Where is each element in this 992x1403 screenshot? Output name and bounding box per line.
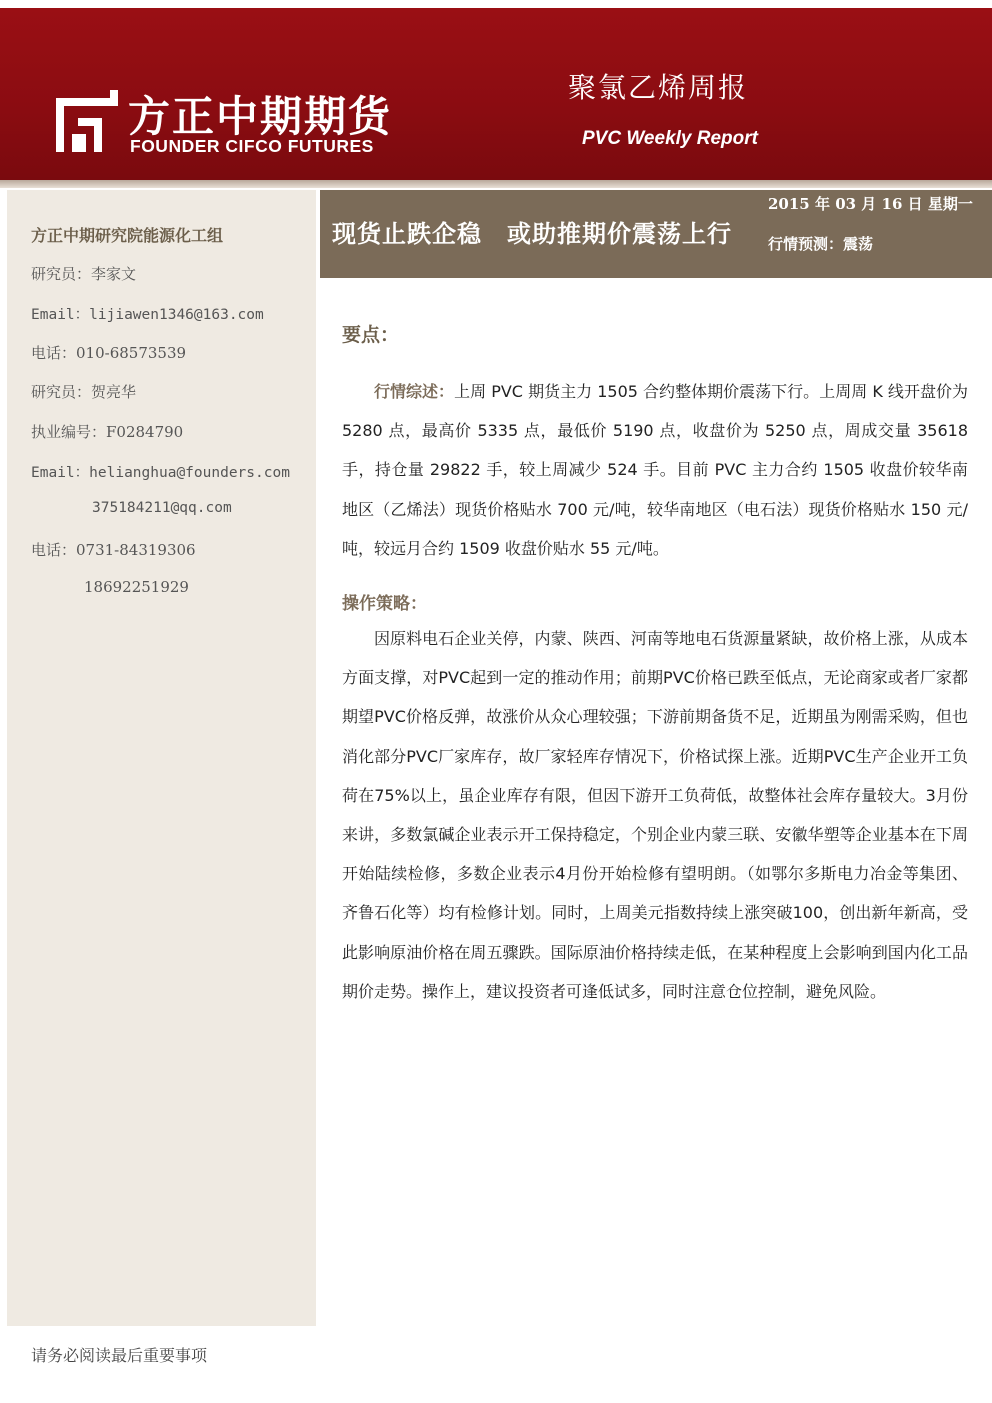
strategy-paragraph: 因原料电石企业关停，内蒙、陕西、河南等地电石货源量紧缺，故价格上涨，从成本方面支撑，对PVC起到一定的推动作用；前期PVC价格已跌至低点，无论商家或者厂家都期望PVC价格反弹，故涨价从众心理较强；下游前期备货不足，近期虽为刚需采购，但也消化部分PVC厂家库存，故厂家轻库存情况下，价格试探上涨。近期PVC生产企业开工负荷在75%以上，虽企业库存有限，但因下游开工负荷低，故整体社会库存量较大。3月份来讲，多数氯碱企业表示开工保持稳定，个别企业内蒙三联、安徽华塑等企业基本在下周开始陆续检修，多数企业表示4月份开始检修有望明朗。（如鄂尔多斯电力冶金等集团、齐鲁石化等）均有检修计划。同时，上周美元指数持续上涨突破100，创出新年新高，受此影响原油价格在周五骤跌。国际原油价格持续走低，在某种程度上会影响到国内化工品期价走势。操作上，建议投资者可逢低试多，同时注意仓位控制，避免风险。: [342, 629, 968, 1001]
logo-english-name: FOUNDER CIFCO FUTURES: [130, 136, 374, 156]
key-points-heading: 要点：: [342, 324, 400, 346]
researcher-2-phone: 电话：0731-84319306: [31, 541, 196, 559]
report-title-cn: 聚氯乙烯周报: [568, 71, 749, 104]
researcher-1: 研究员：李家文: [31, 265, 137, 283]
logo-chinese-name: 方正中期期货: [128, 92, 393, 141]
market-forecast: 行情预测：震荡: [768, 235, 874, 253]
header-divider: [0, 180, 992, 188]
research-group: 方正中期研究院能源化工组: [31, 226, 224, 245]
report-date: 2015 年 03 月 16 日 星期一: [768, 195, 973, 213]
market-review-text: 上周 PVC 期货主力 1505 合约整体期价震荡下行。上周周 K 线开盘价为 5280 点，最高价 5335 点，最低价 5190 点，收盘价为 5250 点，周成交量 35618 手，持仓量 29822 手，较上周减少 524 手。目前 PVC 主力合约 1505 收盘价较华南地区（乙烯法）现货价格贴水 700 元/吨，较华南地区（电石法）现货价格贴水 150 元/吨，较远月合约 1509 收盘价贴水 55 元/吨。: [342, 382, 968, 558]
researcher-1-email[interactable]: Email：lijiawen1346@163.com: [31, 307, 264, 323]
researcher-2: 研究员：贺亮华: [31, 383, 137, 401]
researcher-1-phone: 电话：010-68573539: [31, 344, 187, 362]
market-review-paragraph: [342, 372, 968, 568]
researcher-2-mobile: 18692251929: [84, 578, 189, 596]
report-header: [0, 8, 992, 180]
report-title-en: PVC Weekly Report: [582, 128, 758, 149]
researcher-2-email-alt[interactable]: 375184211@qq.com: [92, 500, 232, 516]
market-review-label: 行情综述：: [374, 382, 455, 401]
disclaimer-note: 请务必阅读最后重要事项: [31, 1346, 208, 1365]
researcher-2-email[interactable]: Email：helianghua@founders.com: [31, 465, 290, 481]
researcher-2-license: 执业编号：F0284790: [31, 423, 184, 441]
headline: 现货止跌企稳 或助推期价震荡上行: [332, 219, 732, 248]
strategy-heading: 操作策略：: [342, 594, 427, 614]
founder-logo-icon: [56, 90, 118, 152]
